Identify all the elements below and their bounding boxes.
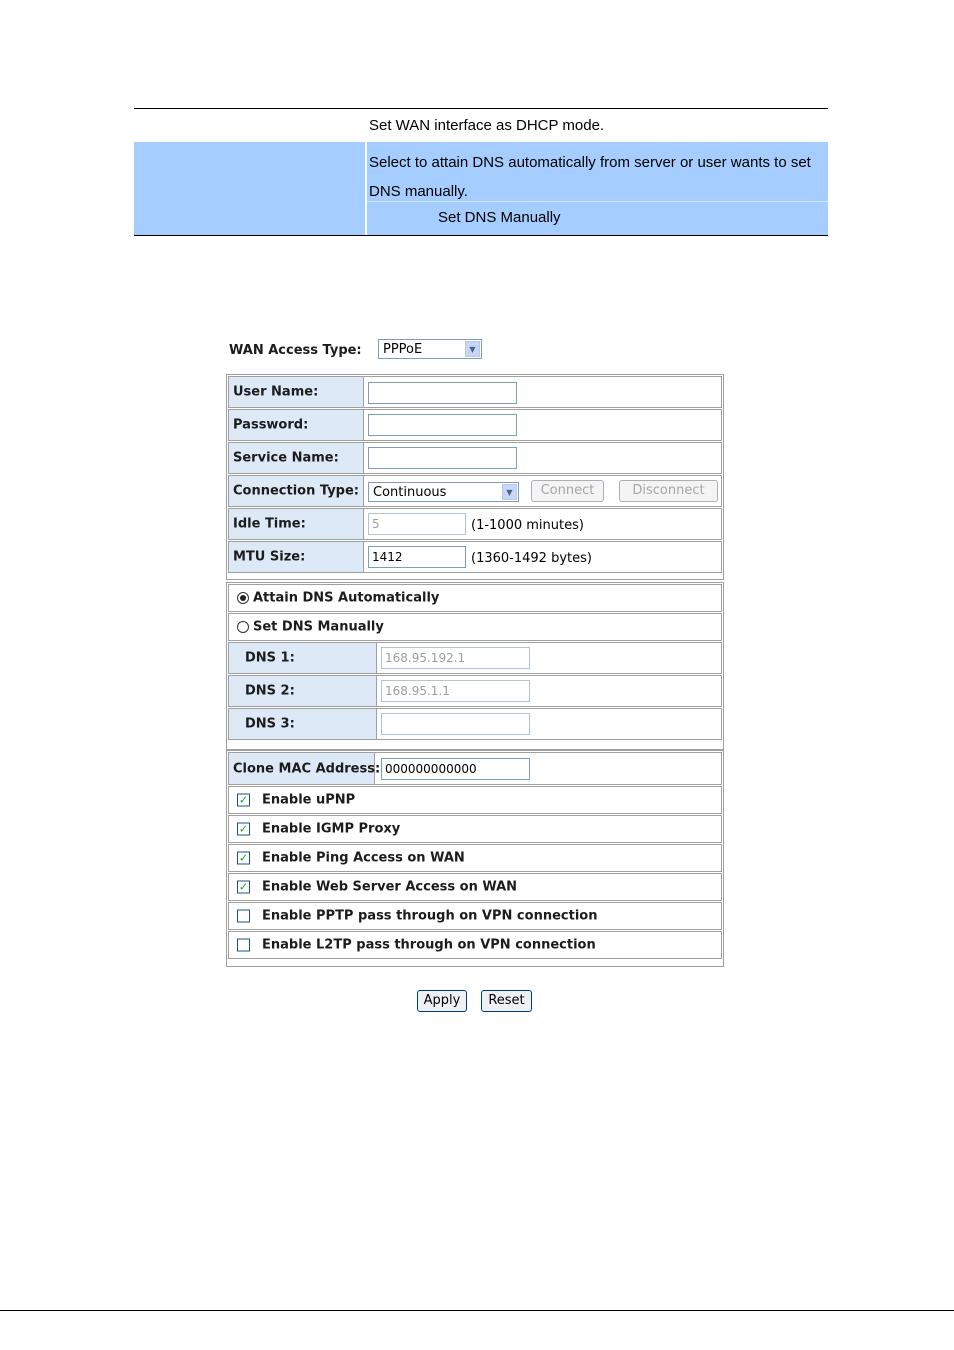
option-ping-row[interactable]: [228, 844, 722, 872]
upnp-label: Enable uPNP: [262, 792, 356, 808]
idle-time-row: [228, 508, 722, 540]
reset-button[interactable]: Reset: [481, 990, 532, 1012]
dns3-input[interactable]: [381, 713, 530, 735]
igmp-proxy-checkbox[interactable]: ✓: [238, 822, 249, 836]
options-table: [226, 750, 724, 967]
dns3-label: DNS 3:: [245, 716, 295, 732]
password-input[interactable]: [368, 414, 517, 436]
upnp-checkbox[interactable]: ✓: [238, 793, 249, 807]
dns-table: [226, 582, 724, 750]
pptp-passthrough-label: Enable PPTP pass through on VPN connection: [262, 908, 598, 924]
mtu-size-label: MTU Size:: [233, 549, 306, 565]
connect-button[interactable]: Connect: [531, 480, 604, 502]
ping-access-label: Enable Ping Access on WAN: [262, 850, 465, 866]
option-upnp-row[interactable]: [228, 786, 722, 814]
web-server-access-label: Enable Web Server Access on WAN: [262, 879, 518, 895]
ping-access-checkbox[interactable]: ✓: [238, 851, 249, 865]
chevron-down-icon: ▼: [465, 341, 480, 357]
pptp-passthrough-checkbox[interactable]: [237, 910, 250, 923]
web-server-access-checkbox[interactable]: ✓: [238, 880, 249, 894]
dns-auto-row[interactable]: [228, 584, 722, 612]
service-name-label: Service Name:: [233, 450, 339, 466]
chevron-down-icon: ▼: [502, 484, 517, 500]
option-igmp-row[interactable]: [228, 815, 722, 843]
l2tp-passthrough-checkbox[interactable]: [237, 939, 250, 952]
mtu-size-row: [228, 541, 722, 573]
service-name-row: [228, 442, 722, 474]
wan-access-type-label: WAN Access Type:: [229, 343, 362, 358]
desc-set-dns-text: Set DNS Manually: [438, 209, 561, 226]
clone-mac-label: Clone MAC Address:: [233, 761, 381, 776]
igmp-proxy-label: Enable IGMP Proxy: [262, 821, 401, 837]
dns2-input[interactable]: [381, 680, 530, 702]
connection-type-row: [228, 475, 722, 507]
desc-row-dhcp: [134, 109, 828, 142]
idle-time-input[interactable]: [368, 513, 466, 535]
dns1-label: DNS 1:: [245, 650, 295, 666]
wan-access-type-row: [226, 336, 724, 368]
apply-button[interactable]: Apply: [417, 990, 467, 1012]
option-pptp-row[interactable]: [228, 902, 722, 930]
option-l2tp-row[interactable]: [228, 931, 722, 959]
service-name-input[interactable]: [368, 447, 517, 469]
desc-dns-text: Select to attain DNS automatically from server or user wants to set DNS manually.: [369, 154, 811, 200]
clone-mac-row: [228, 752, 722, 785]
mtu-size-input[interactable]: [368, 546, 466, 568]
l2tp-passthrough-label: Enable L2TP pass through on VPN connection: [262, 937, 596, 953]
mtu-size-note: (1360-1492 bytes): [471, 551, 592, 566]
dns1-input[interactable]: [381, 647, 530, 669]
user-name-label: User Name:: [233, 384, 319, 400]
dns-manual-row[interactable]: [228, 613, 722, 641]
password-row: [228, 409, 722, 441]
idle-time-label: Idle Time:: [233, 516, 306, 532]
dns-manual-radio[interactable]: [237, 621, 249, 633]
wan-settings-form: [226, 336, 724, 953]
dns-auto-label: Attain DNS Automatically: [253, 590, 440, 606]
dns2-row: [228, 675, 722, 707]
dns2-label: DNS 2:: [245, 683, 295, 699]
account-table: [226, 374, 724, 580]
password-label: Password:: [233, 417, 309, 433]
idle-time-note: (1-1000 minutes): [471, 518, 584, 533]
dns1-row: [228, 642, 722, 674]
user-name-input[interactable]: [368, 382, 517, 404]
dns-auto-radio[interactable]: [237, 592, 249, 604]
connection-type-select[interactable]: Continuous ▼: [368, 482, 519, 502]
connection-type-label: Connection Type:: [233, 483, 360, 499]
user-name-row: [228, 376, 722, 408]
description-table: [134, 108, 828, 236]
wan-access-type-select[interactable]: PPPoE ▼: [378, 339, 482, 359]
option-web-row[interactable]: [228, 873, 722, 901]
desc-dhcp-text: Set WAN interface as DHCP mode.: [369, 117, 605, 134]
desc-row-dns: [134, 142, 828, 236]
disconnect-button[interactable]: Disconnect: [619, 480, 718, 502]
clone-mac-input[interactable]: [381, 758, 530, 780]
footer-rule: [0, 1310, 954, 1311]
dns-manual-label: Set DNS Manually: [253, 619, 384, 635]
dns3-row: [228, 708, 722, 740]
